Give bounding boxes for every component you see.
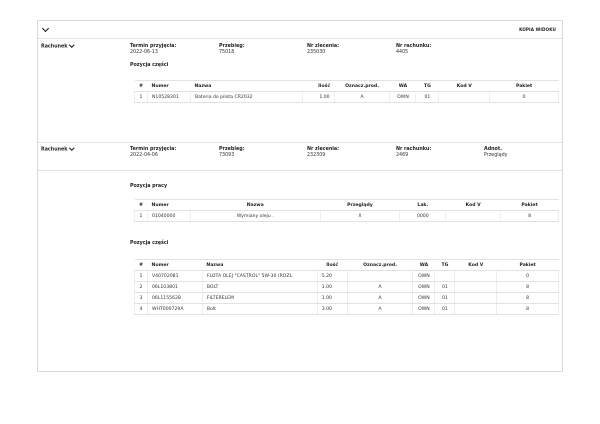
nr-rachunku-field-1 [396,44,431,55]
cell: FILTERELEM [202,293,317,304]
cell: 01040000 [147,211,190,222]
cell: 8 [497,282,559,293]
chevron-down-icon [70,42,75,47]
chevron-down-icon[interactable] [42,25,49,32]
cell: Bolt [202,304,317,315]
col-header: # [135,260,148,271]
cell [455,282,497,293]
cell: 1.00 [317,282,347,293]
col-header: Nazwa [190,81,302,92]
col-header: Lak. [400,200,446,211]
col-header: # [135,200,148,211]
table-header-row [135,81,559,92]
cell: 8 [497,293,559,304]
cell: 2 [135,282,148,293]
col-header: Pakiet [501,200,559,211]
termin-label: Termin przyjęcia: [130,147,177,152]
cell: OWN [413,304,435,315]
table-header-row [135,200,559,211]
cell [455,293,497,304]
termin-field-1 [130,44,176,55]
cell: Bateria do pilota CR2032 [190,92,302,103]
cell: OWN [413,293,435,304]
nr-zlecenia-field-1 [307,44,339,55]
col-header: Numer [147,200,190,211]
cell: A [347,293,413,304]
cell: 5.20 [317,271,347,282]
cell [435,271,455,282]
parts-table-1 [134,80,559,103]
nr-rachunku-value: 2469 [396,153,409,158]
rachunek-label: Rachunek [41,147,68,153]
col-header: Numer [147,260,202,271]
termin-field-2 [130,147,176,158]
rachunek-label: Rachunek [41,44,68,50]
cell: WHT000729A [147,304,202,315]
cell: FLOTA OLEJ "CASTROL" 5W-30 (ROZL. [202,271,317,282]
table-row [135,211,559,222]
cell: 0 [490,92,559,103]
cell: 8 [497,304,559,315]
col-header: Kod V [455,260,497,271]
przebieg-value: 75018 [219,50,235,55]
table-header-row [135,260,559,271]
cell: OWN [413,271,435,282]
cell: BOLT [202,282,317,293]
col-header: Ilość [302,81,334,92]
col-header: Kod V [446,200,501,211]
adnot-field-2 [484,147,507,158]
cell [347,271,413,282]
labor-table [134,199,559,222]
cell: Wymiany oleju . [190,211,320,222]
cell [455,271,497,282]
col-header: Nazwa [202,260,317,271]
cell: OWN [390,92,416,103]
cell: 8 [501,211,559,222]
col-header: Numer [147,81,190,92]
cell: 4 [135,304,148,315]
cell: 0 [497,271,559,282]
cell: 1 [135,92,148,103]
pozycja-pracy-title: Pozycja pracy [130,184,168,189]
nr-zlecenia-field-2 [307,147,339,158]
record-header-divider [38,170,562,171]
cell: 01 [416,92,439,103]
cell: N10528301 [147,92,190,103]
przebieg-field-1 [219,44,245,55]
col-header: Przeglądy [320,200,400,211]
cell: A [347,304,413,315]
adnot-value: Przeglądy [484,153,508,158]
cell: 1 [135,271,148,282]
cell: 1.00 [317,293,347,304]
cell: 0000 [400,211,446,222]
nr-rachunku-label: Nr rachunku: [396,44,432,49]
cell: OWN [413,282,435,293]
col-header: TG [435,260,455,271]
cell: 01 [435,293,455,304]
cell: 3 [135,293,148,304]
nr-rachunku-field-2 [396,147,431,158]
cell: V40702081 [147,271,202,282]
col-header: Ilość [317,260,347,271]
copy-view-button[interactable]: KOPIA WIDOKU [519,27,556,32]
cell: A [334,92,390,103]
nr-zlecenia-value: 232309 [307,153,326,158]
col-header: # [135,81,148,92]
cell [439,92,490,103]
col-header: Kod V [439,81,490,92]
col-header: WA [413,260,435,271]
rachunek-toggle-1[interactable] [41,44,74,50]
nr-zlecenia-value: 235030 [307,50,326,55]
col-header: Nazwa [190,200,320,211]
col-header: Oznacz.prod. [347,260,413,271]
rachunek-toggle-2[interactable] [41,147,74,153]
table-row [135,304,559,315]
nr-rachunku-value: 4405 [396,50,409,55]
termin-value: 2022-06-13 [130,50,158,55]
table-row [135,271,559,282]
record-divider [38,142,562,143]
cell [455,304,497,315]
cell: 01 [435,304,455,315]
cell: A [347,282,413,293]
table-row [135,282,559,293]
pozycja-czesci-title-2: Pozycja części [130,241,169,246]
termin-label: Termin przyjęcia: [130,44,177,49]
cell: 1.00 [302,92,334,103]
adnot-label: Adnot. [484,147,502,152]
cell: 3.00 [317,304,347,315]
przebieg-label: Przebieg: [219,44,245,49]
nr-rachunku-label: Nr rachunku: [396,147,432,152]
parts-table-2 [134,259,559,315]
table-row [135,293,559,304]
table-row [135,92,559,103]
col-header: Pakiet [497,260,559,271]
cell: 06L103801 [147,282,202,293]
col-header: Pakiet [490,81,559,92]
przebieg-label: Przebieg: [219,147,245,152]
cell: 06L115562B [147,293,202,304]
cell: X [320,211,400,222]
nr-zlecenia-label: Nr zlecenia: [307,44,340,49]
cell [446,211,501,222]
cell: 1 [135,211,148,222]
cell: 01 [435,282,455,293]
chevron-down-icon [70,145,75,150]
przebieg-value: 73093 [219,153,235,158]
termin-value: 2022-04-06 [130,153,158,158]
pozycja-czesci-title-1: Pozycja części [130,63,169,68]
top-bar [38,21,562,39]
col-header: Oznacz.prod. [334,81,390,92]
view-frame [37,20,563,372]
col-header: TG [416,81,439,92]
przebieg-field-2 [219,147,245,158]
nr-zlecenia-label: Nr zlecenia: [307,147,340,152]
col-header: WA [390,81,416,92]
